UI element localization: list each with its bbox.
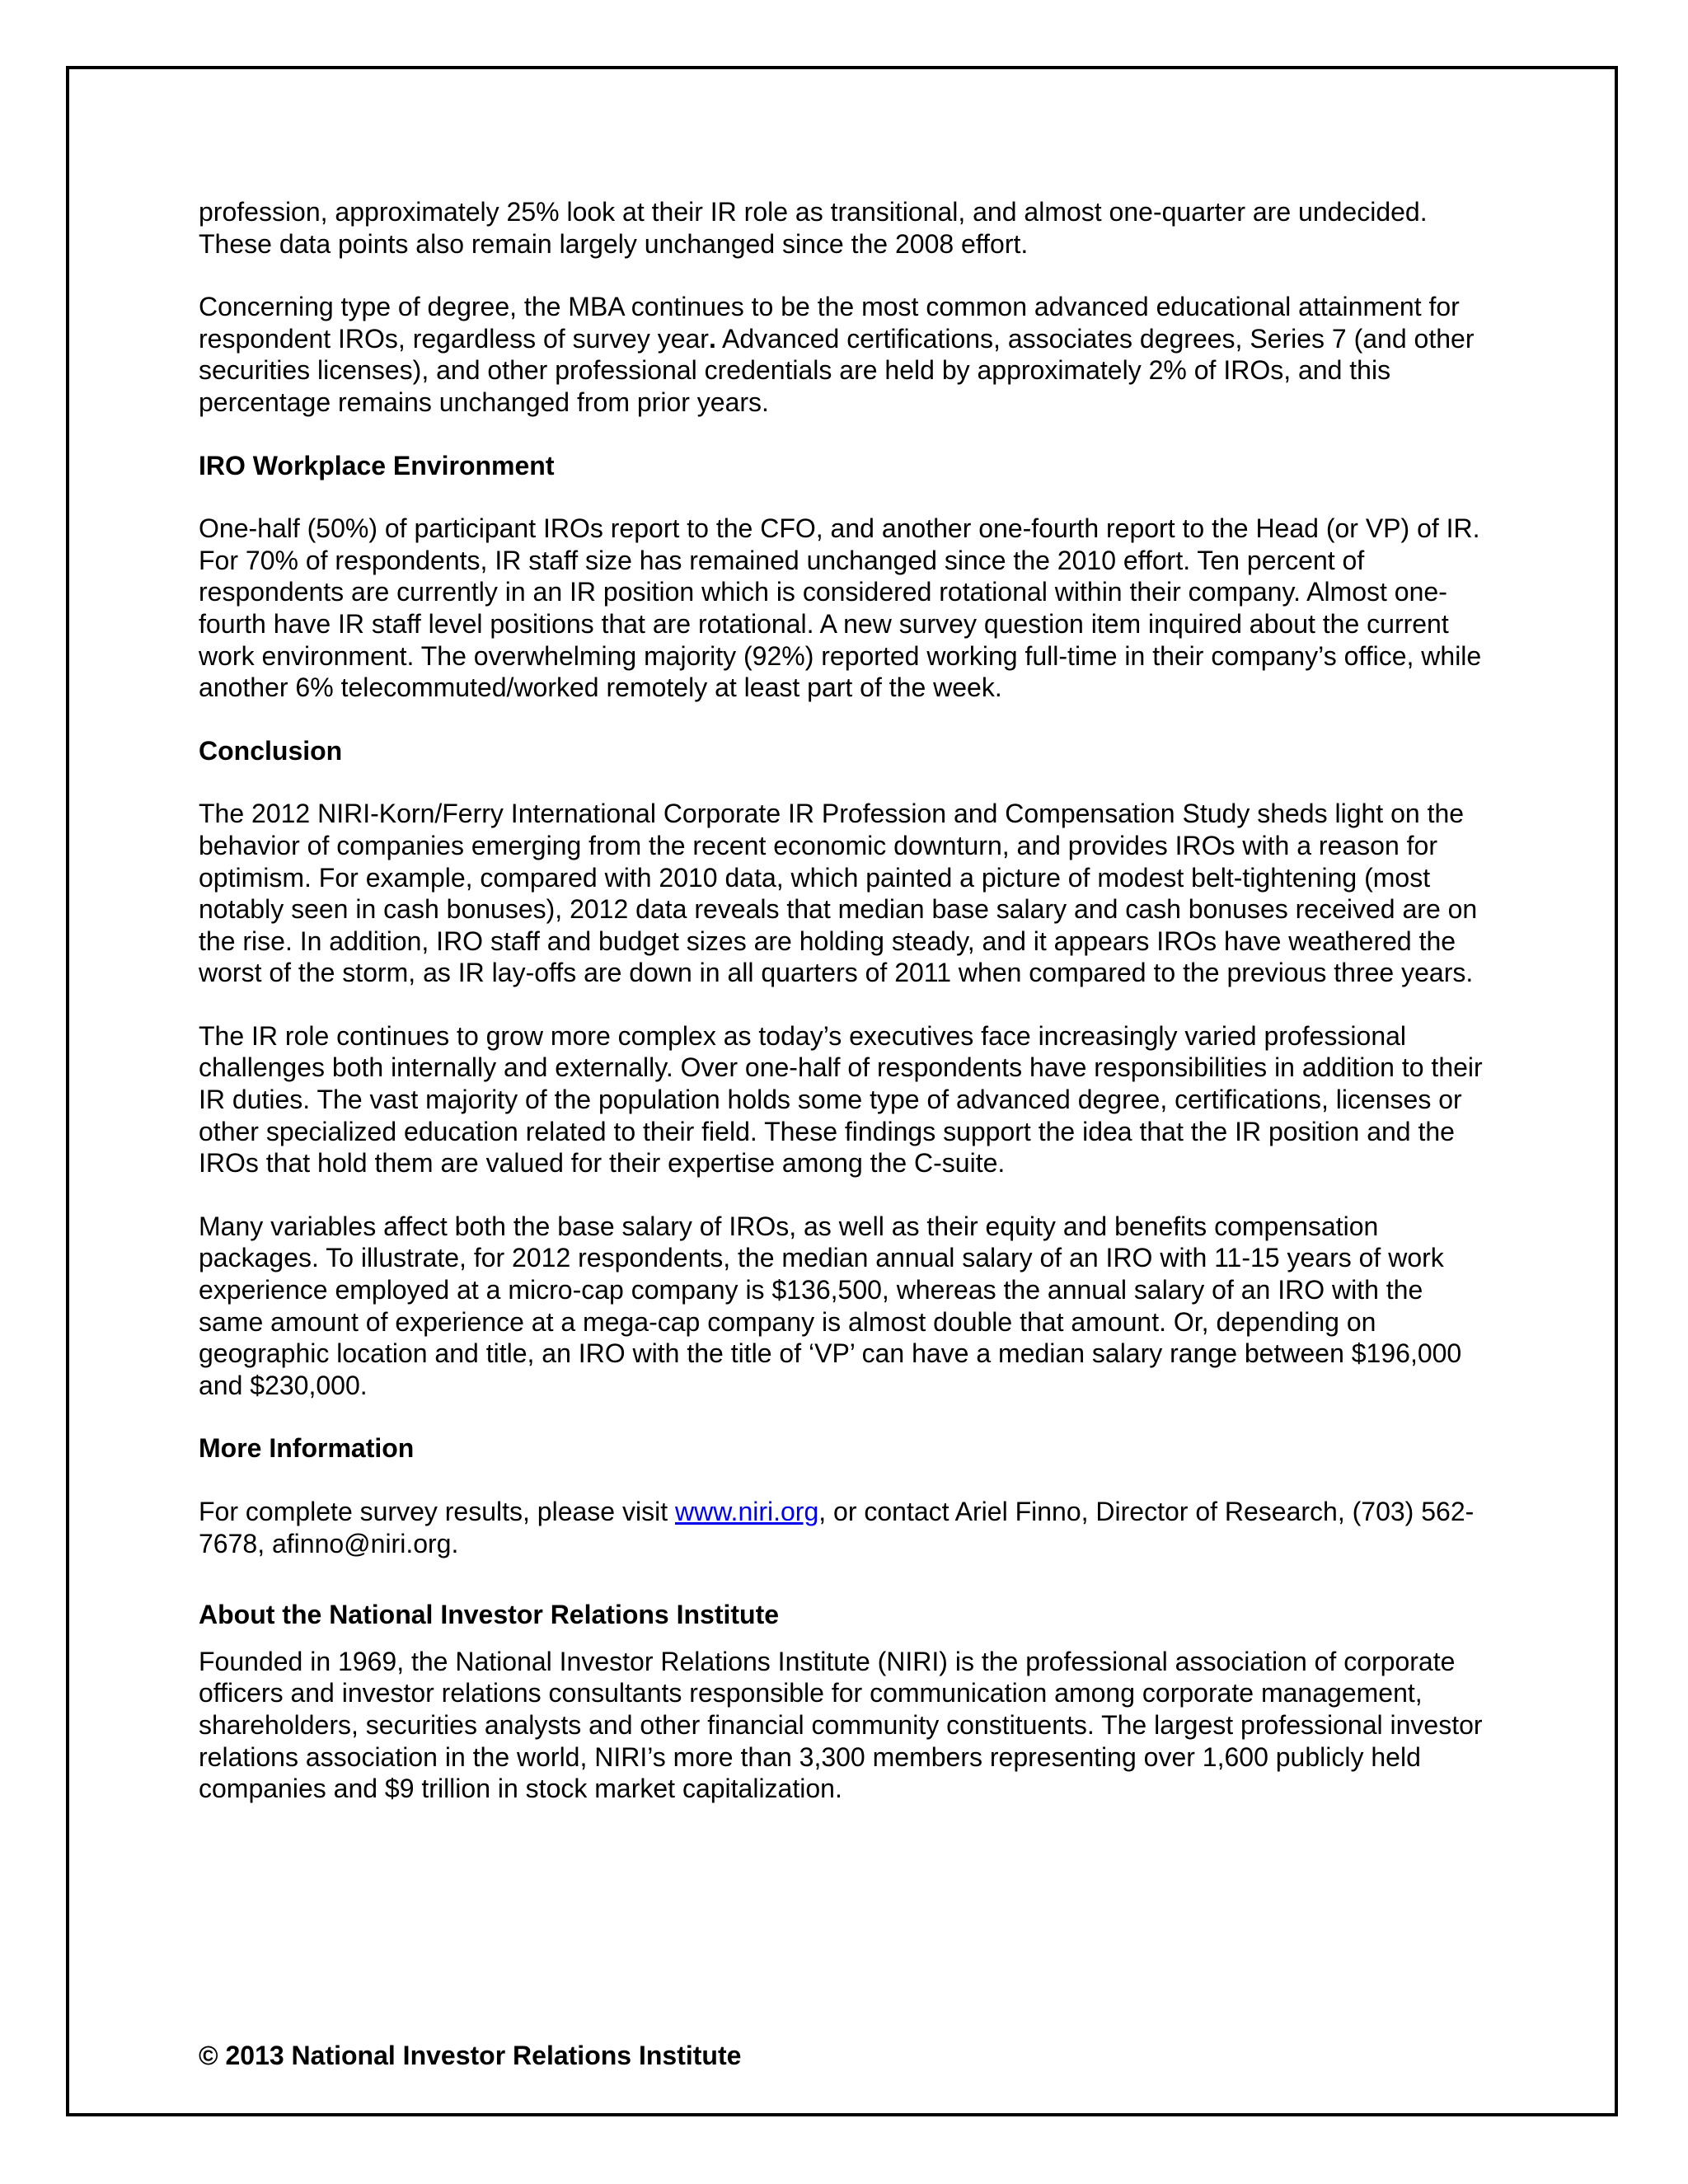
about-paragraph: Founded in 1969, the National Investor Relations Institute (NIRI) is the professional association of corporate officers and investor relations consultants responsible for communication among corporate management, shareholders, securities analysts and other financial community constituents. The largest professional investor relations association in the world, NIRI’s more than 3,300 members representing over 1,600 publicly held companies and $9 trillion in stock market capitalization. [199, 1646, 1483, 1804]
more-info-text-before: For complete survey results, please visit [199, 1497, 675, 1526]
workplace-heading: IRO Workplace Environment [199, 450, 555, 480]
document-body [199, 196, 1489, 1805]
degree-text-part1: Concerning type of degree, the MBA continues to be the most common advanced educational attainment for respondent IROs, regardless of survey year [199, 292, 1460, 354]
conclusion-paragraph-1: The 2012 NIRI-Korn/Ferry International Corporate IR Profession and Compensation Study sheds light on the behavior of companies emerging from the recent economic downturn, and provides IROs with a reason for optimism. For example, compared with 2010 data, which painted a picture of modest belt-tightening (most notably seen in cash bonuses), 2012 data reveals that median base salary and cash bonuses received are on the rise. In addition, IRO staff and budget sizes are holding steady, and it appears IROs have weathered the worst of the storm, as IR lay-offs are down in all quarters of 2011 when compared to the previous three years. [199, 799, 1478, 988]
conclusion-paragraph-3: Many variables affect both the base salary of IROs, as well as their equity and benefits compensation packages. To illustrate, for 2012 respondents, the median annual salary of an IRO with 11-15 years of work experience employed at a micro-cap company is $136,500, whereas the annual salary of an IRO with the same amount of experience at a mega-cap company is almost double that amount. Or, depending on geographic location and title, an IRO with the title of ‘VP’ can have a median salary range between $196,000 and $230,000. [199, 1211, 1462, 1400]
more-info-paragraph [199, 1496, 1489, 1559]
intro-paragraph: profession, approximately 25% look at their IR role as transitional, and almost one-quarter are undecided. These data points also remain largely unchanged since the 2008 effort. [199, 197, 1428, 259]
about-heading: About the National Investor Relations Institute [199, 1600, 780, 1630]
degree-text-period: . [708, 323, 716, 354]
more-info-text-after: , or contact Ariel Finno, Director of Research, (703) 562-7678, afinno@niri.org. [199, 1497, 1475, 1558]
copyright-footer: © 2013 National Investor Relations Institute [199, 2041, 742, 2070]
degree-paragraph [199, 291, 1489, 418]
degree-text-part2: Advanced certifications, associates degrees, Series 7 (and other securities licenses), and other professional credentials are held by approximately 2% of IROs, and this percentage remains unchanged from prior years. [199, 323, 1475, 417]
niri-website-link[interactable]: www.niri.org [674, 1497, 819, 1526]
more-info-heading: More Information [199, 1433, 415, 1464]
workplace-paragraph: One-half (50%) of participant IROs report to the CFO, and another one-fourth report to the Head (or VP) of IR. For 70% of respondents, IR staff size has remained unchanged since the 2010 effort. Ten percent of respondents are currently in an IR position which is considered rotational within their company. Almost one-fourth have IR staff level positions that are rotational. A new survey question item inquired about the current work environment. The overwhelming majority (92%) reported working full-time in their company’s office, while another 6% telecommuted/worked remotely at least part of the week. [199, 513, 1482, 703]
conclusion-heading: Conclusion [199, 735, 343, 766]
conclusion-paragraph-2: The IR role continues to grow more complex as today’s executives face increasingly varied professional challenges both internally and externally. Over one-half of respondents have responsibilities in addition to their IR duties. The vast majority of the population holds some type of advanced degree, certifications, licenses or other specialized education related to their field. These findings support the idea that the IR position and the IROs that hold them are valued for their expertise among the C-suite. [199, 1020, 1483, 1179]
